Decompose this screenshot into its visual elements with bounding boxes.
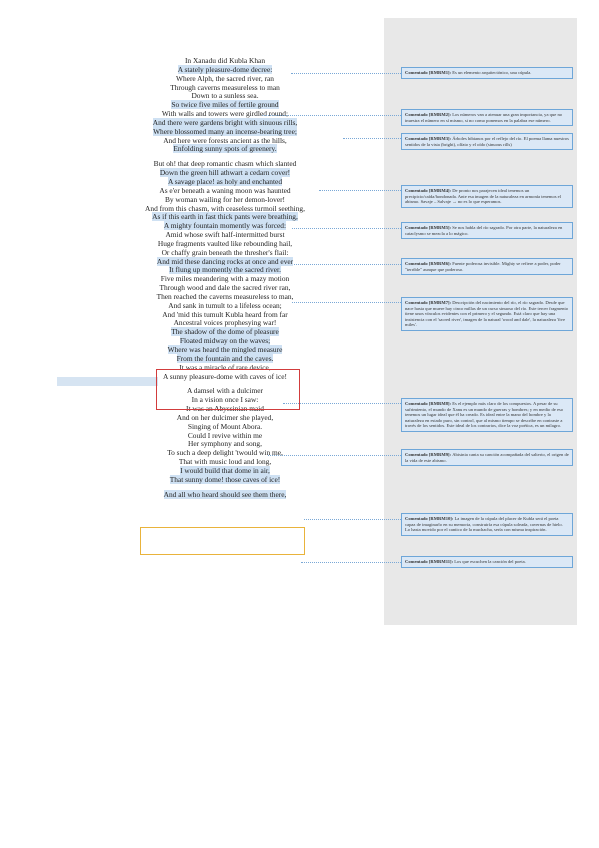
- poem-line-text: As if this earth in fast thick pants were breathing,: [152, 212, 298, 222]
- poem-line-text: And sank in tumult to a lifeless ocean;: [168, 300, 282, 310]
- poem-line-text: And all who heard should see them there,: [163, 489, 287, 499]
- poem-line-text: In Xanadu did Kubla Khan: [184, 56, 266, 65]
- comment-tag: Comentado [RMRM7]:: [405, 300, 453, 305]
- comment-box[interactable]: [401, 297, 573, 331]
- comment-tag: Comentado [RMRM3]:: [405, 136, 453, 141]
- comment-text: Abisinia canta su canción acompañada del salterio, el origen de la vida de este abismo.: [405, 452, 569, 463]
- poem-line-text: That sunny dome! those caves of ice!: [169, 474, 281, 484]
- comment-text: Fuente poderosa invisible. Mighty se refiere a poder, poder "terrible" aunque que poderoso.: [405, 261, 561, 272]
- comment-text: La imagen de la cúpula del placer de Kubla será el poeta capaz de imaginarlo en su memoria, construiría esa cúpula soleada, cavernas de hielo. Lo hasta movido por el cantico de la muchacha, sería con misma inspiración.: [405, 516, 563, 533]
- poem-line-text: From the fountain and the caves.: [176, 353, 274, 363]
- comment-box[interactable]: [401, 398, 573, 432]
- poem-line-text: Ancestral voices prophesying war!: [173, 318, 277, 328]
- poem-line-text: Where blossomed many an incense-bearing tree;: [153, 126, 297, 136]
- comment-connector-line: [301, 562, 401, 563]
- poem-line-text: Through caverns measureless to man: [170, 82, 280, 92]
- comment-text: Se nos habla del río sagrado. Por otra parte, la naturaleza en cataclysmo se mezcla a lo mágico.: [405, 225, 563, 236]
- poem-line-text: A damsel with a dulcimer: [187, 386, 263, 396]
- comment-connector-line: [343, 138, 401, 139]
- poem-line-text: Down the green hill athwart a cedarn cover!: [159, 168, 291, 178]
- poem-line-text: And there were gardens bright with sinuous rills,: [152, 117, 298, 127]
- poem-line-text: And on her dulcimer she played,: [176, 412, 274, 422]
- poem-line-text: Where was heard the mingled measure: [167, 345, 283, 354]
- poem-line-text: Five miles meandering with a mazy motion: [160, 274, 290, 284]
- poem-line-text: To such a deep delight 'twould win me,: [167, 448, 283, 458]
- comment-box[interactable]: [401, 258, 573, 275]
- comment-box[interactable]: [401, 449, 573, 466]
- poem-line-text: Her symphony and song,: [188, 439, 262, 449]
- poem-line-text: The shadow of the dome of pleasure: [171, 327, 279, 337]
- poem-line-text: Or chaffy grain beneath the thresher's flail:: [161, 247, 289, 257]
- poem-line-text: Huge fragments vaulted like rebounding hail,: [157, 238, 293, 248]
- poem-line-text: And 'mid this tumult Kubla heard from far: [162, 309, 288, 319]
- poem-line-text: By woman wailing for her demon-lover!: [164, 194, 286, 204]
- stanza-4: [100, 491, 350, 500]
- comment-box[interactable]: [401, 513, 573, 536]
- stanza-2: [100, 160, 350, 381]
- comment-text: Los números van a atenuar una gran importancia, ya que no inuestra el número en sí mismo, si no como ponemos en la palabra ese número.: [405, 112, 563, 123]
- poem-line-text: Down to a sunless sea.: [191, 91, 259, 101]
- poem-body: [100, 57, 350, 500]
- comment-connector-line: [262, 115, 401, 116]
- poem-line-text: A stately pleasure-dome decree:: [177, 64, 273, 74]
- comment-tag: Comentado [RMRM11]:: [405, 559, 455, 564]
- comment-connector-line: [283, 403, 401, 404]
- comment-text: Es el ejemplo más claro de los compuestos. A pesar de su sufrimiento, el mundo de Xanu es un mundo de guerras y hombres; y en medio de eso tenemos un lugar ideal que él ha creado. Es ideal entre la mano del hombre y la naturaleza en estado puro, sin control, que al mismo tiempo se describe en contraste a través de los sentidos. Este ideal de los contrarios, dice la voz poética, es un milagro.: [405, 401, 564, 429]
- comment-tag: Comentado [RMRM8]:: [405, 401, 453, 406]
- poem-line-text: A mighty fountain momently was forced:: [163, 221, 287, 231]
- poem-line-text: A sunny pleasure-dome with caves of ice!: [163, 371, 287, 381]
- poem-line-text: Where Alph, the sacred river, ran: [176, 73, 274, 83]
- poem-line-text: Enfolding sunny spots of greenery.: [173, 144, 277, 154]
- comment-tag: Comentado [RMRM10]:: [405, 516, 455, 521]
- poem-line-text: That with music loud and long,: [178, 457, 272, 467]
- poem-line-text: With walls and towers were girdled round;: [161, 109, 289, 119]
- comment-box[interactable]: [401, 67, 573, 79]
- comment-text: Es un elemento arquitectónico, una cúpula.: [452, 70, 532, 75]
- comment-box[interactable]: [401, 222, 573, 239]
- comment-connector-line: [294, 264, 401, 265]
- poem-line-text: And from this chasm, with ceaseless turmoil seething,: [145, 203, 305, 213]
- comment-box[interactable]: [401, 556, 573, 568]
- poem-line-text: It was an Abyssinian maid: [185, 404, 264, 414]
- poem-line-text: And mid these dancing rocks at once and ever: [156, 256, 294, 266]
- poem-line-text: Could I revive within me: [187, 430, 263, 440]
- poem-line-text: A savage place! as holy and enchanted: [167, 176, 283, 186]
- comment-text: Descripción del nacimiento del río, el río sagrado. Desde que nace hasta que muere hay cinco millas de un curso sinuoso del río. Este tercer fragmento tiene unos vínculos evidentes con el primero y el segundo. Está claro que hay una insistencia con el 'sacred river', imagen de la natural 'wood and dale', la naturaleza 'five miles'.: [405, 300, 569, 328]
- poem-line-text: I would build that dome in air,: [180, 465, 270, 475]
- poem-line-text: It was a miracle of rare device,: [179, 362, 271, 372]
- comment-tag: Comentado [RMRM4]:: [405, 188, 453, 193]
- comment-connector-line: [319, 190, 401, 191]
- poem-line-text: As e'er beneath a waning moon was haunted: [159, 185, 291, 195]
- comment-text: De pronto nos parajecen ideal tenemos un precipicio/caída/hondonada. Ante esa imagen de la naturaleza en armonía tenemos el abismo. Savaje – Salvaje → no es lo que esperamos.: [405, 188, 561, 205]
- comment-box[interactable]: [401, 185, 573, 208]
- poem-line-text: Through wood and dale the sacred river ran,: [159, 283, 291, 293]
- comment-connector-line: [292, 302, 401, 303]
- poem-line-text: In a vision once I saw:: [191, 395, 259, 405]
- comment-connector-line: [291, 73, 401, 74]
- comment-connector-line: [292, 228, 401, 229]
- poem-line-text: Floated midway on the waves;: [179, 336, 271, 346]
- poem-line-text: But oh! that deep romantic chasm which slanted: [153, 159, 297, 169]
- comment-tag: Comentado [RMRM6]:: [405, 261, 453, 266]
- red-annotation-box: [156, 369, 300, 410]
- comment-text: Árboles hibianos por el reflejo del río. El poema llama nuestros sentidos de la vista (bright), olfato y el oído (sinuous rills): [405, 136, 569, 147]
- poem-line-text: Then reached the caverns measureless to man,: [156, 291, 294, 301]
- comment-tag: Comentado [RMRM1]:: [405, 70, 453, 75]
- poem-line: [100, 476, 350, 485]
- comment-box[interactable]: [401, 133, 573, 150]
- comment-connector-line: [268, 455, 401, 456]
- poem-line-text: So twice five miles of fertile ground: [171, 100, 279, 110]
- comment-text: Los que escuchen la canción del poeta.: [454, 559, 526, 564]
- poem-line-text: Singing of Mount Abora.: [187, 421, 263, 431]
- comment-connector-line: [304, 519, 401, 520]
- comment-box[interactable]: [401, 109, 573, 126]
- comment-tag: Comentado [RMRM2]:: [405, 112, 453, 117]
- comment-tag: Comentado [RMRM5]:: [405, 225, 453, 230]
- poem-line: [100, 491, 350, 500]
- poem-line-text: And here were forests ancient as the hills,: [163, 135, 287, 145]
- stanza-1: [100, 57, 350, 154]
- poem-line-text: Amid whose swift half-intermitted burst: [165, 230, 285, 240]
- poem-line-text: It flung up momently the sacred river.: [169, 265, 281, 275]
- orange-annotation-box: [140, 527, 305, 555]
- poem-line: [100, 145, 350, 154]
- comment-tag: Comentado [RMRM9]:: [405, 452, 453, 457]
